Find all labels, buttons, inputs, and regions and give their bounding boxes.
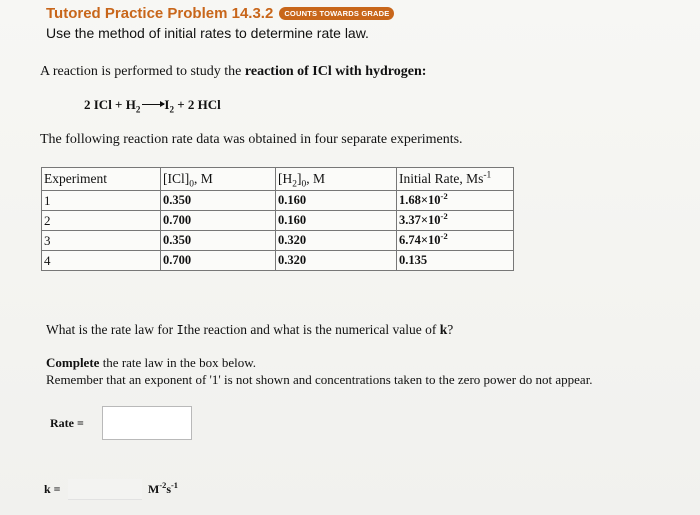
- rate-law-input[interactable]: [102, 406, 192, 440]
- table-row: [42, 211, 514, 231]
- equation-reactants: 2 ICl + H: [84, 97, 136, 112]
- reaction-arrow-icon: [142, 104, 164, 105]
- reminder-instruction: Remember that an exponent of '1' is not shown and concentrations taken to the zero power do not appear.: [46, 372, 593, 387]
- problem-subtitle: Use the method of initial rates to determine rate law.: [46, 25, 369, 41]
- cell-icl: 0.350: [161, 191, 276, 211]
- equation-product2: + 2 HCl: [174, 97, 221, 112]
- equation-product1: I: [164, 97, 170, 112]
- header-experiment: Experiment: [42, 168, 161, 191]
- table-row: [42, 191, 514, 211]
- cell-rate: $3.37\times 10^{-2}$: [397, 211, 514, 231]
- cell-experiment: 1: [42, 191, 161, 211]
- k-units: $M^{-2}s^{-1}$: [148, 481, 178, 496]
- cell-h2: 0.160: [276, 211, 397, 231]
- cell-experiment: 3: [42, 231, 161, 251]
- table-row: [42, 251, 514, 271]
- cell-experiment: 2: [42, 211, 161, 231]
- equation-i2-subscript: 2: [169, 104, 174, 115]
- problem-title: [46, 5, 394, 22]
- text-cursor-icon: I: [176, 323, 184, 337]
- cell-h2: 0.160: [276, 191, 397, 211]
- problem-title-text: Tutored Practice Problem 14.3.2: [46, 5, 274, 22]
- cell-experiment: 4: [42, 251, 161, 271]
- cell-icl: 0.350: [161, 231, 276, 251]
- rate-data-table: [41, 167, 514, 271]
- data-note: The following reaction rate data was obtained in four separate experiments.: [40, 132, 463, 147]
- cell-rate: 0.135: [397, 251, 514, 271]
- reaction-equation: [84, 97, 221, 113]
- intro-text: [40, 64, 426, 80]
- k-label: k =: [44, 482, 61, 496]
- header-initial-rate: Initial Rate, $Ms^{-1}$: [397, 168, 514, 191]
- intro-prefix: A reaction is performed to study the: [40, 64, 245, 79]
- cell-h2: 0.320: [276, 251, 397, 271]
- cell-rate: $6.74\times 10^{-2}$: [397, 231, 514, 251]
- equation-h2-subscript: 2: [135, 104, 141, 115]
- table-row: [42, 231, 514, 251]
- k-value-input[interactable]: [68, 479, 142, 500]
- question-text: What is the rate law for Ithe reaction and what is the numerical value of k?: [46, 322, 454, 337]
- table-header-row: [42, 168, 514, 191]
- header-icl: $[ICl]_0$, M: [161, 168, 276, 191]
- cell-icl: 0.700: [161, 251, 276, 271]
- cell-icl: 0.700: [161, 211, 276, 231]
- intro-bold: reaction of ICl with hydrogen:: [244, 64, 427, 79]
- k-emphasis: k: [439, 322, 448, 337]
- grade-badge: COUNTS TOWARDS GRADE: [279, 7, 394, 20]
- header-h2: $[H_2]_0$, M: [276, 168, 397, 191]
- complete-instruction: Complete the rate law in the box below.: [46, 355, 256, 370]
- rate-label: Rate =: [50, 416, 84, 430]
- cell-rate: $1.68\times 10^{-2}$: [397, 191, 514, 211]
- cell-h2: 0.320: [276, 231, 397, 251]
